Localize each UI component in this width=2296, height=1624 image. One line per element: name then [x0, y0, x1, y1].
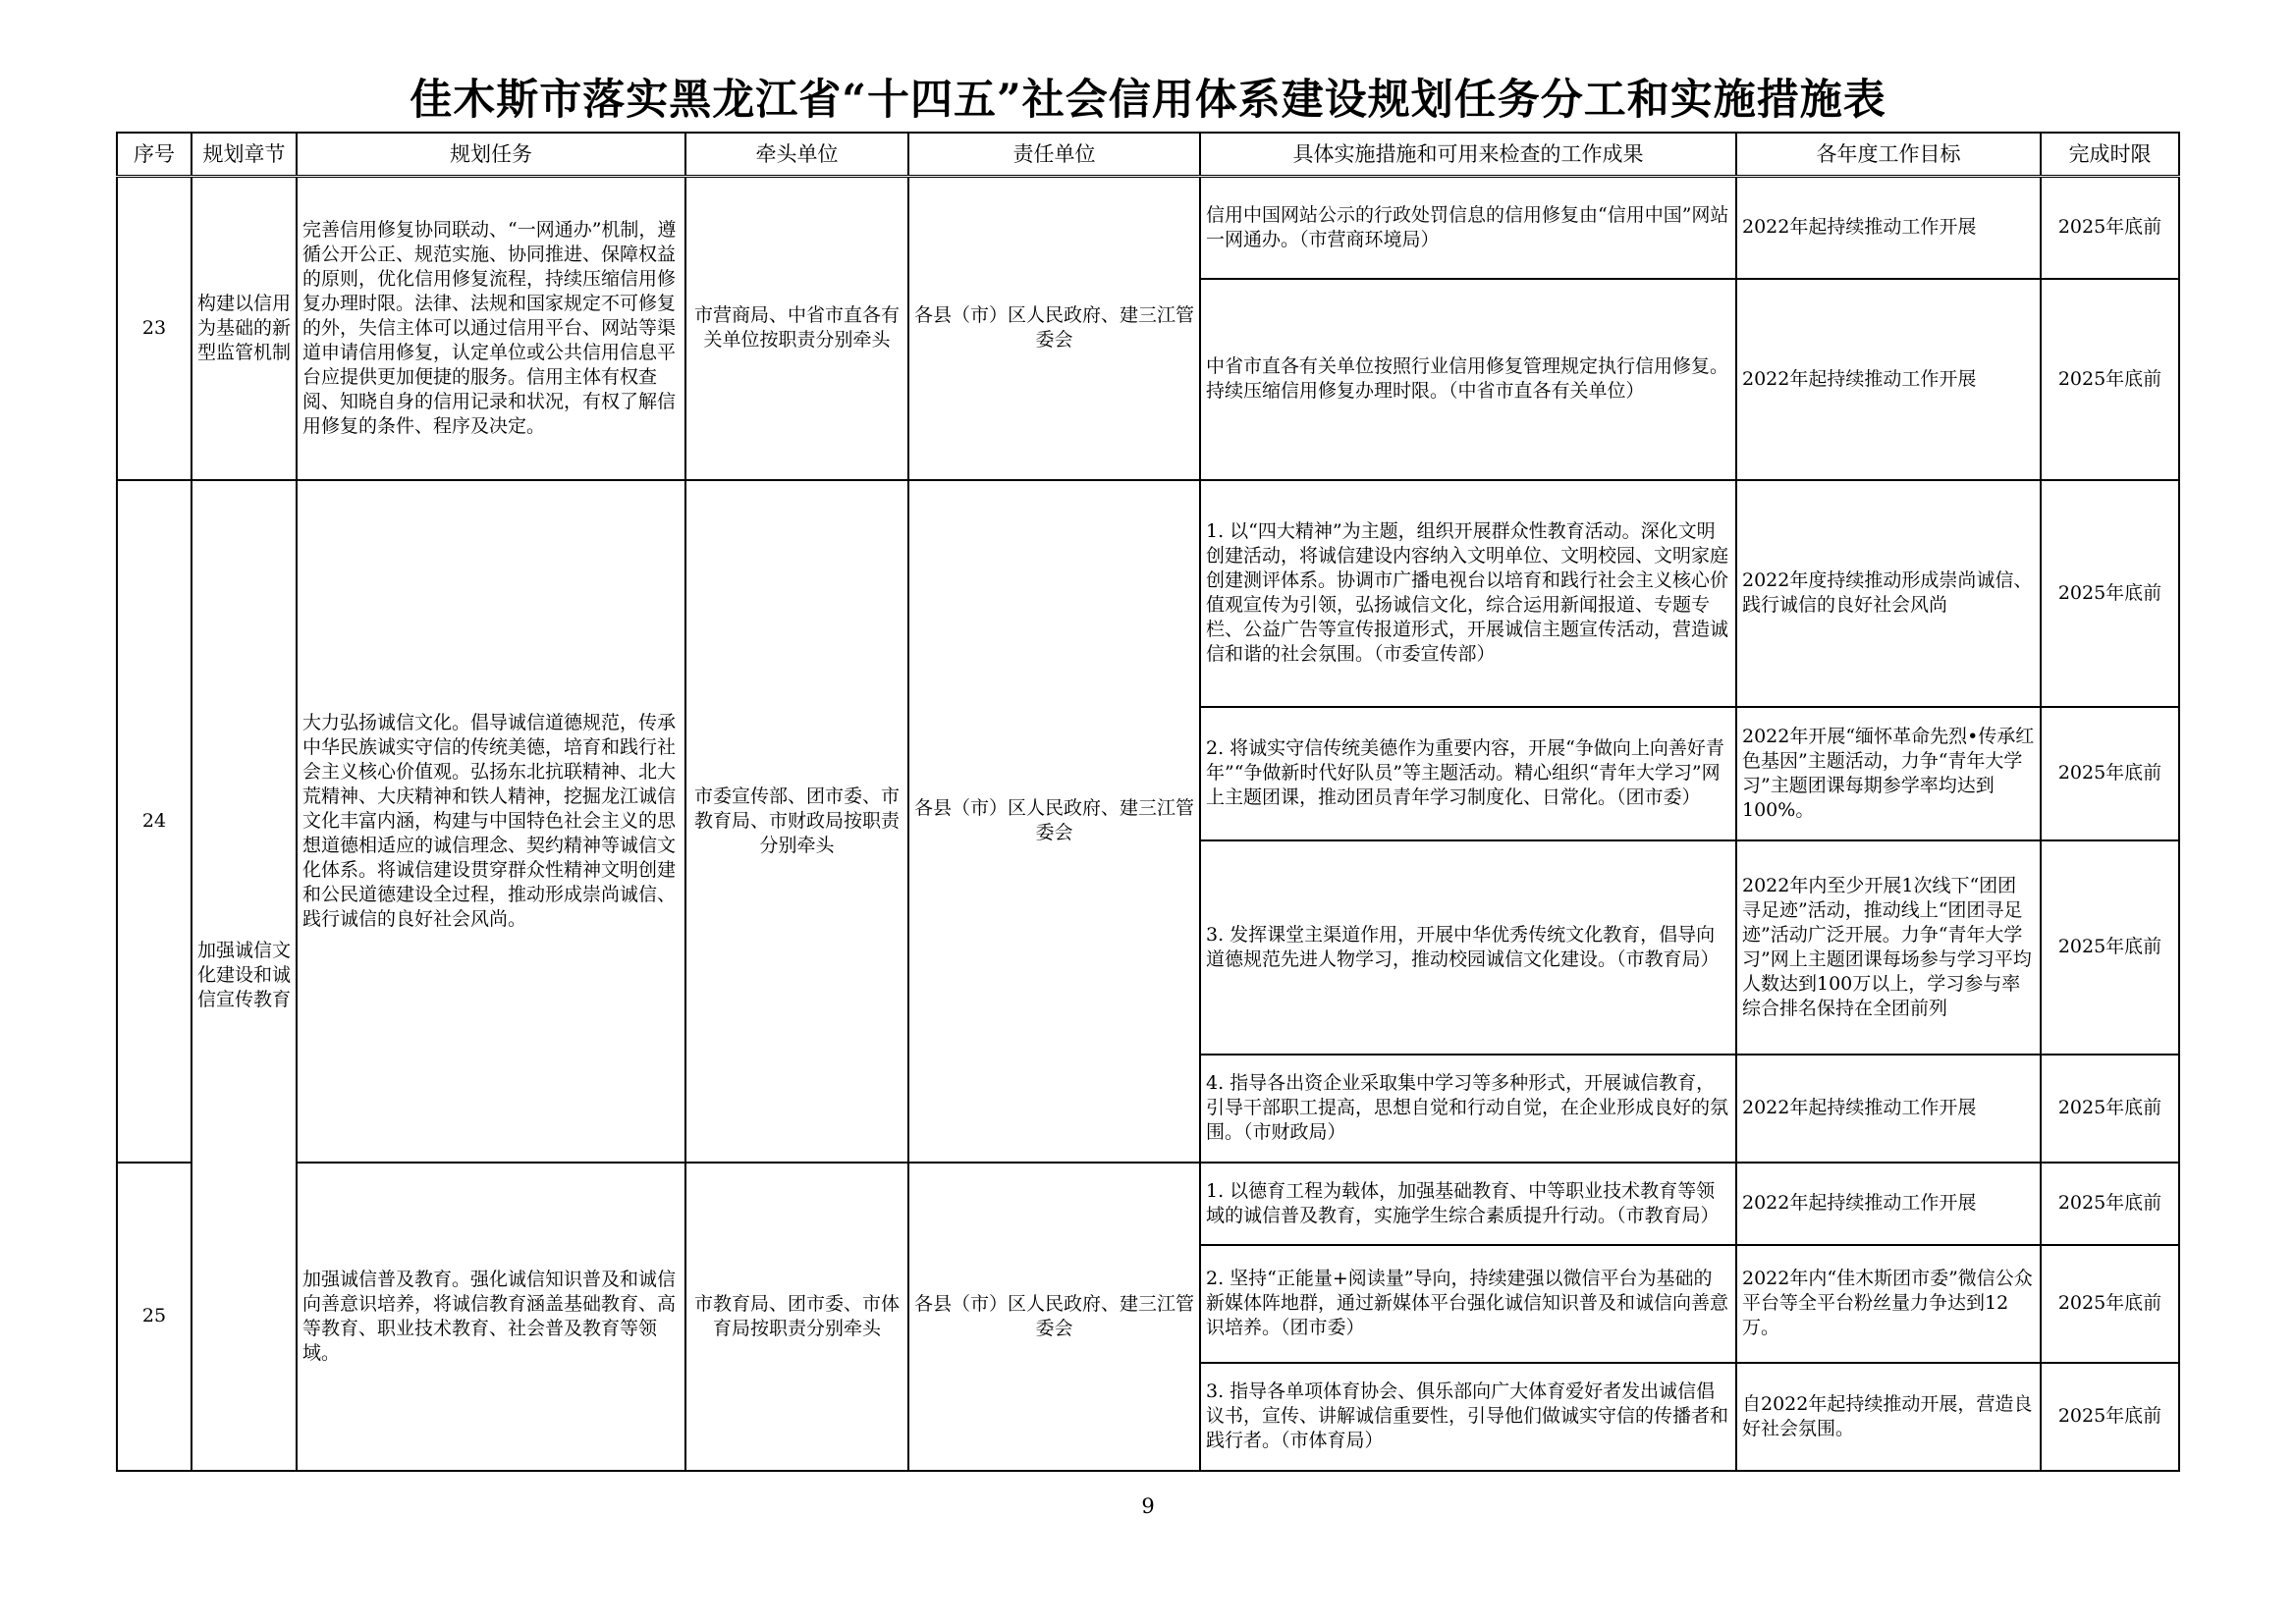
table-header-row	[117, 133, 2179, 177]
measure-goal: 2022年起持续推动工作开展	[1736, 1163, 2041, 1245]
row-responsible-unit: 各县（市）区人民政府、建三江管委会	[908, 1163, 1200, 1471]
header-deadline: 完成时限	[2041, 133, 2179, 177]
row-responsible-unit: 各县（市）区人民政府、建三江管委会	[908, 480, 1200, 1163]
measure-text: 4. 指导各出资企业采取集中学习等多种形式，开展诚信教育，引导干部职工提高，思想自觉和行动自觉，在企业形成良好的氛围。（市财政局）	[1200, 1055, 1736, 1163]
page-number: 9	[1141, 1494, 1155, 1518]
header-task: 规划任务	[297, 133, 685, 177]
measure-goal: 2022年开展“缅怀革命先烈•传承红色基因”主题活动，力争“青年大学习”主题团课每期参学率均达到100%。	[1736, 707, 2041, 840]
measure-text: 3. 指导各单项体育协会、俱乐部向广大体育爱好者发出诚信倡议书，宣传、讲解诚信重要性，引导他们做诚实守信的传播者和践行者。（市体育局）	[1200, 1363, 1736, 1471]
header-measures: 具体实施措施和可用来检查的工作成果	[1200, 133, 1736, 177]
table-row	[117, 1163, 2179, 1245]
row-chapter: 构建以信用为基础的新型监管机制	[191, 177, 297, 480]
row-task: 完善信用修复协同联动、“一网通办”机制，遵循公开公正、规范实施、协同推进、保障权益的原则，优化信用修复流程，持续压缩信用修复办理时限。法律、法规和国家规定不可修复的外，失信主体可以通过信用平台、网站等渠道申请信用修复，认定单位或公共信用信息平台应提供更加便捷的服务。信用主体有权查阅、知晓自身的信用记录和状况，有权了解信用修复的条件、程序及决定。	[297, 177, 685, 480]
row-task: 大力弘扬诚信文化。倡导诚信道德规范，传承中华民族诚实守信的传统美德，培育和践行社会主义核心价值观。弘扬东北抗联精神、北大荒精神、大庆精神和铁人精神，挖掘龙江诚信文化丰富内涵，构建与中国特色社会主义的思想道德相适应的诚信理念、契约精神等诚信文化体系。将诚信建设贯穿群众性精神文明创建和公民道德建设全过程，推动形成崇尚诚信、践行诚信的良好社会风尚。	[297, 480, 685, 1163]
measure-text: 中省市直各有关单位按照行业信用修复管理规定执行信用修复。持续压缩信用修复办理时限。（中省市直各有关单位）	[1200, 279, 1736, 480]
measure-deadline: 2025年底前	[2041, 1055, 2179, 1163]
table-row	[117, 480, 2179, 707]
table-row	[117, 177, 2179, 279]
measure-text: 2. 坚持“正能量+阅读量”导向，持续建强以微信平台为基础的新媒体阵地群，通过新媒体平台强化诚信知识普及和诚信向善意识培养。（团市委）	[1200, 1245, 1736, 1363]
measure-text: 3. 发挥课堂主渠道作用，开展中华优秀传统文化教育，倡导向道德规范先进人物学习，推动校园诚信文化建设。（市教育局）	[1200, 840, 1736, 1055]
measure-deadline: 2025年底前	[2041, 707, 2179, 840]
row-chapter: 加强诚信文化建设和诚信宣传教育	[191, 480, 297, 1471]
page-title: 佳木斯市落实黑龙江省“十四五”社会信用体系建设规划任务分工和实施措施表	[410, 76, 1886, 125]
row-number: 23	[117, 177, 191, 480]
measure-deadline: 2025年底前	[2041, 480, 2179, 707]
measure-text: 1. 以“四大精神”为主题，组织开展群众性教育活动。深化文明创建活动，将诚信建设内容纳入文明单位、文明校园、文明家庭创建测评体系。协调市广播电视台以培育和践行社会主义核心价值观宣传为引领，弘扬诚信文化，综合运用新闻报道、专题专栏、公益广告等宣传报道形式，开展诚信主题宣传活动，营造诚信和谐的社会氛围。（市委宣传部）	[1200, 480, 1736, 707]
measure-deadline: 2025年底前	[2041, 840, 2179, 1055]
measure-deadline: 2025年底前	[2041, 1245, 2179, 1363]
task-table	[116, 132, 2180, 1472]
row-number: 25	[117, 1163, 191, 1471]
row-task: 加强诚信普及教育。强化诚信知识普及和诚信向善意识培养，将诚信教育涵盖基础教育、高等教育、职业技术教育、社会普及教育等领域。	[297, 1163, 685, 1471]
row-lead-unit: 市营商局、中省市直各有关单位按职责分别牵头	[685, 177, 908, 480]
measure-goal: 2022年起持续推动工作开展	[1736, 1055, 2041, 1163]
measure-text: 2. 将诚实守信传统美德作为重要内容，开展“争做向上向善好青年”“争做新时代好队员”等主题活动。精心组织“青年大学习”网上主题团课，推动团员青年学习制度化、日常化。（团市委）	[1200, 707, 1736, 840]
measure-goal: 自2022年起持续推动开展，营造良好社会氛围。	[1736, 1363, 2041, 1471]
header-no: 序号	[117, 133, 191, 177]
header-chapter: 规划章节	[191, 133, 297, 177]
row-lead-unit: 市委宣传部、团市委、市教育局、市财政局按职责分别牵头	[685, 480, 908, 1163]
measure-deadline: 2025年底前	[2041, 1363, 2179, 1471]
measure-text: 1. 以德育工程为载体，加强基础教育、中等职业技术教育等领域的诚信普及教育，实施学生综合素质提升行动。（市教育局）	[1200, 1163, 1736, 1245]
measure-text: 信用中国网站公示的行政处罚信息的信用修复由“信用中国”网站一网通办。（市营商环境局）	[1200, 177, 1736, 279]
header-responsible: 责任单位	[908, 133, 1200, 177]
measure-goal: 2022年起持续推动工作开展	[1736, 177, 2041, 279]
measure-goal: 2022年内至少开展1次线下“团团寻足迹”活动，推动线上“团团寻足迹”活动广泛开展。力争“青年大学习”网上主题团课每场参与学习平均人数达到100万以上，学习参与率综合排名保持在全团前列	[1736, 840, 2041, 1055]
header-lead: 牵头单位	[685, 133, 908, 177]
row-lead-unit: 市教育局、团市委、市体育局按职责分别牵头	[685, 1163, 908, 1471]
row-number: 24	[117, 480, 191, 1163]
measure-deadline: 2025年底前	[2041, 1163, 2179, 1245]
header-goal: 各年度工作目标	[1736, 133, 2041, 177]
measure-deadline: 2025年底前	[2041, 177, 2179, 279]
measure-goal: 2022年度持续推动形成崇尚诚信、践行诚信的良好社会风尚	[1736, 480, 2041, 707]
measure-goal: 2022年内“佳木斯团市委”微信公众平台等全平台粉丝量力争达到12万。	[1736, 1245, 2041, 1363]
measure-goal: 2022年起持续推动工作开展	[1736, 279, 2041, 480]
measure-deadline: 2025年底前	[2041, 279, 2179, 480]
row-responsible-unit: 各县（市）区人民政府、建三江管委会	[908, 177, 1200, 480]
